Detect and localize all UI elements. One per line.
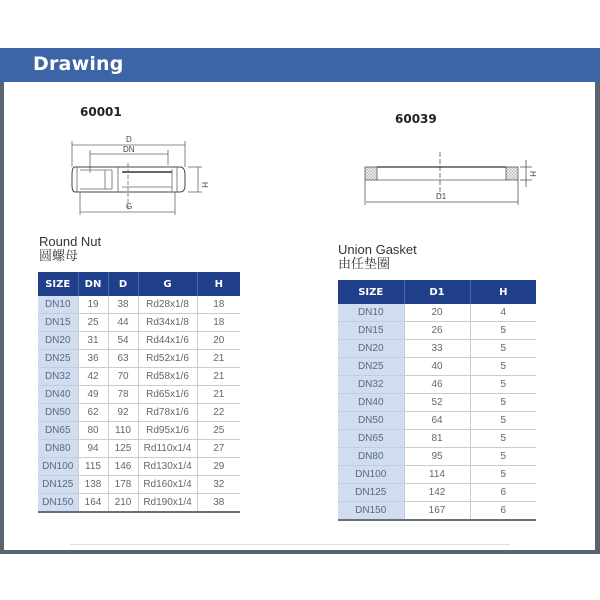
value-cell: 54 xyxy=(108,332,138,350)
size-cell: DN15 xyxy=(38,314,78,332)
table-row xyxy=(338,412,536,430)
union-gasket-title-cn: 由任垫圈 xyxy=(338,256,391,271)
value-cell: 18 xyxy=(197,314,240,332)
union-gasket-drawing xyxy=(340,140,550,210)
size-cell: DN150 xyxy=(38,494,78,513)
value-cell: 5 xyxy=(470,466,536,484)
round-nut-title-cn: 圆螺母 xyxy=(39,248,79,263)
value-cell: 80 xyxy=(78,422,108,440)
size-cell: DN65 xyxy=(338,430,404,448)
table-row xyxy=(338,466,536,484)
value-cell: 33 xyxy=(404,340,470,358)
value-cell: 21 xyxy=(197,350,240,368)
value-cell: 5 xyxy=(470,322,536,340)
size-cell: DN50 xyxy=(338,412,404,430)
value-cell: 21 xyxy=(197,368,240,386)
label-g: G xyxy=(126,202,133,211)
value-cell: Rd65x1/6 xyxy=(138,386,197,404)
model-number-60039: 60039 xyxy=(395,112,437,126)
size-cell: DN65 xyxy=(38,422,78,440)
value-cell: 70 xyxy=(108,368,138,386)
value-cell: 27 xyxy=(197,440,240,458)
value-cell: 6 xyxy=(470,484,536,502)
table-row xyxy=(338,304,536,322)
table-row xyxy=(338,394,536,412)
size-cell: DN40 xyxy=(338,394,404,412)
size-cell: DN10 xyxy=(38,296,78,314)
union-gasket-title xyxy=(338,243,417,271)
label-d1: D1 xyxy=(436,192,447,201)
model-number-60001: 60001 xyxy=(80,105,122,119)
table-row xyxy=(38,422,240,440)
label-h: H xyxy=(528,171,537,177)
value-cell: 52 xyxy=(404,394,470,412)
size-cell: DN20 xyxy=(38,332,78,350)
col-header-g: G xyxy=(138,272,197,296)
table-row xyxy=(338,322,536,340)
value-cell: 167 xyxy=(404,502,470,521)
col-header-h: H xyxy=(470,280,536,304)
value-cell: 138 xyxy=(78,476,108,494)
size-cell: DN15 xyxy=(338,322,404,340)
label-dn: DN xyxy=(123,145,135,154)
value-cell: 178 xyxy=(108,476,138,494)
value-cell: 42 xyxy=(78,368,108,386)
value-cell: Rd52x1/6 xyxy=(138,350,197,368)
value-cell: 78 xyxy=(108,386,138,404)
value-cell: 18 xyxy=(197,296,240,314)
table-row xyxy=(38,458,240,476)
table-row xyxy=(38,314,240,332)
divider xyxy=(70,544,510,545)
value-cell: 94 xyxy=(78,440,108,458)
size-cell: DN150 xyxy=(338,502,404,521)
round-nut-drawing xyxy=(50,125,230,220)
table-row xyxy=(338,502,536,521)
union-gasket-title-en: Union Gasket xyxy=(338,242,417,257)
value-cell: Rd130x1/4 xyxy=(138,458,197,476)
union-gasket-table xyxy=(338,280,536,521)
value-cell: 5 xyxy=(470,340,536,358)
value-cell: 20 xyxy=(197,332,240,350)
table-row xyxy=(338,484,536,502)
value-cell: 44 xyxy=(108,314,138,332)
table-row xyxy=(38,476,240,494)
value-cell: 4 xyxy=(470,304,536,322)
round-nut-table xyxy=(38,272,240,513)
table-row xyxy=(38,332,240,350)
value-cell: 81 xyxy=(404,430,470,448)
size-cell: DN20 xyxy=(338,340,404,358)
table-row xyxy=(38,440,240,458)
table-row xyxy=(338,358,536,376)
size-cell: DN32 xyxy=(338,376,404,394)
size-cell: DN25 xyxy=(338,358,404,376)
value-cell: 25 xyxy=(78,314,108,332)
col-header-d: D xyxy=(108,272,138,296)
value-cell: 62 xyxy=(78,404,108,422)
table-row xyxy=(338,430,536,448)
value-cell: 164 xyxy=(78,494,108,513)
value-cell: 5 xyxy=(470,394,536,412)
value-cell: 22 xyxy=(197,404,240,422)
size-cell: DN80 xyxy=(338,448,404,466)
table-row xyxy=(38,368,240,386)
table-row xyxy=(38,494,240,513)
value-cell: 21 xyxy=(197,386,240,404)
size-cell: DN10 xyxy=(338,304,404,322)
value-cell: Rd78x1/6 xyxy=(138,404,197,422)
value-cell: 40 xyxy=(404,358,470,376)
value-cell: 5 xyxy=(470,412,536,430)
value-cell: 63 xyxy=(108,350,138,368)
value-cell: 6 xyxy=(470,502,536,521)
value-cell: 125 xyxy=(108,440,138,458)
value-cell: 142 xyxy=(404,484,470,502)
value-cell: 5 xyxy=(470,376,536,394)
value-cell: 110 xyxy=(108,422,138,440)
size-cell: DN50 xyxy=(38,404,78,422)
value-cell: 25 xyxy=(197,422,240,440)
value-cell: 210 xyxy=(108,494,138,513)
value-cell: 5 xyxy=(470,448,536,466)
table-row xyxy=(38,350,240,368)
round-nut-title-en: Round Nut xyxy=(39,234,102,249)
table-row xyxy=(38,386,240,404)
value-cell: 36 xyxy=(78,350,108,368)
value-cell: 46 xyxy=(404,376,470,394)
size-cell: DN100 xyxy=(38,458,78,476)
size-cell: DN125 xyxy=(338,484,404,502)
value-cell: 20 xyxy=(404,304,470,322)
value-cell: 5 xyxy=(470,430,536,448)
value-cell: Rd28x1/8 xyxy=(138,296,197,314)
size-cell: DN80 xyxy=(38,440,78,458)
col-header-size: SIZE xyxy=(338,280,404,304)
table-row xyxy=(338,448,536,466)
label-h: H xyxy=(200,182,209,188)
value-cell: 32 xyxy=(197,476,240,494)
col-header-size: SIZE xyxy=(38,272,78,296)
table-row xyxy=(38,404,240,422)
value-cell: Rd110x1/4 xyxy=(138,440,197,458)
value-cell: Rd190x1/4 xyxy=(138,494,197,513)
value-cell: 29 xyxy=(197,458,240,476)
value-cell: 26 xyxy=(404,322,470,340)
value-cell: 31 xyxy=(78,332,108,350)
section-title: Drawing xyxy=(33,53,124,75)
size-cell: DN32 xyxy=(38,368,78,386)
value-cell: 38 xyxy=(108,296,138,314)
value-cell: 115 xyxy=(78,458,108,476)
table-row xyxy=(338,340,536,358)
col-header-h: H xyxy=(197,272,240,296)
size-cell: DN25 xyxy=(38,350,78,368)
col-header-d1: D1 xyxy=(404,280,470,304)
table-row xyxy=(338,376,536,394)
value-cell: Rd34x1/8 xyxy=(138,314,197,332)
value-cell: 19 xyxy=(78,296,108,314)
value-cell: 92 xyxy=(108,404,138,422)
size-cell: DN100 xyxy=(338,466,404,484)
value-cell: 38 xyxy=(197,494,240,513)
value-cell: 64 xyxy=(404,412,470,430)
value-cell: 146 xyxy=(108,458,138,476)
size-cell: DN125 xyxy=(38,476,78,494)
value-cell: Rd160x1/4 xyxy=(138,476,197,494)
value-cell: 114 xyxy=(404,466,470,484)
value-cell: Rd58x1/6 xyxy=(138,368,197,386)
value-cell: 49 xyxy=(78,386,108,404)
value-cell: Rd95x1/6 xyxy=(138,422,197,440)
value-cell: Rd44x1/6 xyxy=(138,332,197,350)
value-cell: 95 xyxy=(404,448,470,466)
col-header-dn: DN xyxy=(78,272,108,296)
size-cell: DN40 xyxy=(38,386,78,404)
label-d: D xyxy=(126,135,132,144)
table-row xyxy=(38,296,240,314)
value-cell: 5 xyxy=(470,358,536,376)
round-nut-title xyxy=(39,235,101,263)
